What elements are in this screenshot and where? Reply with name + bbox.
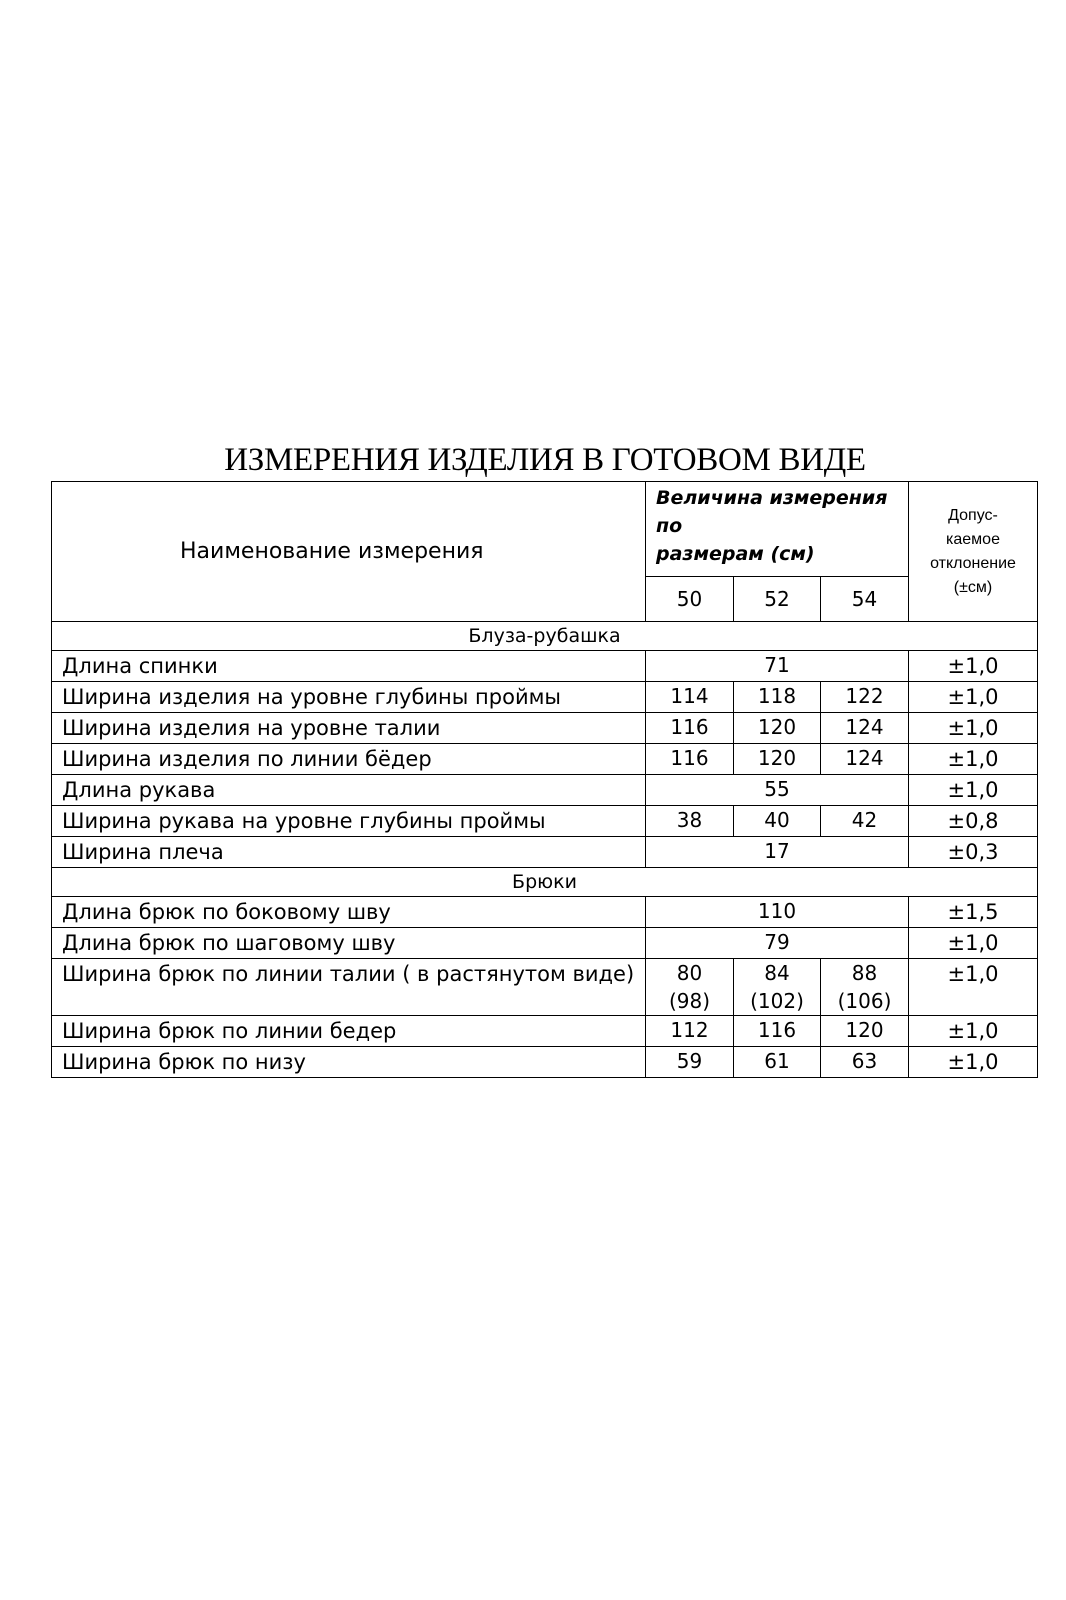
header-row (52, 482, 1038, 577)
measurement-value (646, 713, 734, 744)
tolerance-value: ±1,0 (909, 1016, 1038, 1047)
measurement-value (646, 959, 734, 1016)
tolerance-column-header (909, 482, 1038, 622)
measurement-value (821, 713, 909, 744)
measurements-table (51, 481, 1038, 1078)
measurement-name: Ширина плеча (52, 837, 646, 868)
measurement-value (646, 1016, 734, 1047)
measurement-value-main: 38 (676, 808, 703, 832)
measurement-value-main: 88 (851, 961, 878, 985)
measurement-name: Ширина рукава на уровне глубины проймы (52, 806, 646, 837)
measurement-value-main: 120 (757, 715, 797, 739)
measurement-name: Ширина изделия на уровне глубины проймы (52, 682, 646, 713)
tolerance-value: ±1,0 (909, 1047, 1038, 1078)
table-row (52, 713, 1038, 744)
measurement-value (734, 1016, 821, 1047)
page-title: ИЗМЕРЕНИЯ ИЗДЕЛИЯ В ГОТОВОМ ВИДЕ (224, 442, 866, 478)
sizes-header-line-2: размерам (см) (656, 543, 815, 565)
tolerance-value: ±0,8 (909, 806, 1038, 837)
section-title: Брюки (52, 868, 1038, 897)
name-column-header: Наименование измерения (52, 482, 646, 622)
measurement-value (821, 1047, 909, 1078)
measurement-value-main: 118 (757, 684, 797, 708)
table-row (52, 928, 1038, 959)
measurement-value-main: 40 (764, 808, 790, 832)
measurement-value (734, 959, 821, 1016)
sizes-column-header (646, 482, 909, 577)
table-row (52, 1016, 1038, 1047)
measurement-value-main: 124 (845, 746, 884, 770)
tolerance-header-line-3: отклонение (930, 554, 1016, 572)
tolerance-value: ±1,0 (909, 959, 1038, 1016)
tolerance-value: ±1,0 (909, 713, 1038, 744)
size-54: 54 (821, 577, 909, 622)
table-row (52, 651, 1038, 682)
size-52: 52 (734, 577, 821, 622)
measurement-value-main: 59 (676, 1049, 703, 1073)
measurement-value (821, 806, 909, 837)
tolerance-value: ±0,3 (909, 837, 1038, 868)
tolerance-header-line-2: каемое (946, 530, 1000, 548)
measurement-value (821, 959, 909, 1016)
measurement-value (734, 744, 821, 775)
measurement-value-all-sizes: 71 (646, 651, 909, 682)
measurement-name: Длина спинки (52, 651, 646, 682)
tolerance-value: ±1,0 (909, 928, 1038, 959)
table-row (52, 959, 1038, 1016)
tolerance-header-line-1: Допус- (948, 506, 998, 524)
table-row (52, 775, 1038, 806)
table-row (52, 837, 1038, 868)
measurement-value-main: 122 (845, 684, 884, 708)
tolerance-value: ±1,0 (909, 651, 1038, 682)
table-row (52, 682, 1038, 713)
measurement-value-main: 116 (757, 1018, 797, 1042)
measurement-value (821, 744, 909, 775)
tolerance-value: ±1,0 (909, 744, 1038, 775)
measurement-value-main: 42 (851, 808, 878, 832)
measurement-value-main: 112 (670, 1018, 709, 1042)
measurement-name: Ширина изделия на уровне талии (52, 713, 646, 744)
measurement-value-main: 61 (764, 1049, 790, 1073)
tolerance-value: ±1,5 (909, 897, 1038, 928)
measurement-value-main: 84 (764, 961, 790, 985)
measurement-value-main: 116 (670, 715, 709, 739)
measurement-name: Длина рукава (52, 775, 646, 806)
measurement-value-all-sizes: 55 (646, 775, 909, 806)
table-row (52, 897, 1038, 928)
measurement-name: Длина брюк по шаговому шву (52, 928, 646, 959)
measurement-value-main: 80 (676, 961, 703, 985)
section-row (52, 868, 1038, 897)
measurement-value-main: 120 (757, 746, 797, 770)
table-row (52, 1047, 1038, 1078)
measurement-value (734, 806, 821, 837)
section-title: Блуза-рубашка (52, 622, 1038, 651)
table-row (52, 806, 1038, 837)
measurement-value-main: 63 (851, 1049, 878, 1073)
measurement-value (646, 744, 734, 775)
tolerance-header-line-4: (±см) (953, 578, 993, 596)
measurement-name: Ширина брюк по линии бедер (52, 1016, 646, 1047)
measurement-value (821, 682, 909, 713)
measurement-value (734, 682, 821, 713)
sizes-header-line-1: Величина измерения по (656, 487, 888, 537)
tolerance-value: ±1,0 (909, 682, 1038, 713)
measurement-value (821, 1016, 909, 1047)
measurement-value-main: 114 (670, 684, 709, 708)
measurement-name: Ширина брюк по линии талии ( в растянутом виде) (52, 959, 646, 1016)
measurement-name: Ширина брюк по низу (52, 1047, 646, 1078)
tolerance-value: ±1,0 (909, 775, 1038, 806)
measurement-value-all-sizes: 17 (646, 837, 909, 868)
measurement-value-main: 116 (670, 746, 709, 770)
table-row (52, 744, 1038, 775)
measurement-value-stretched: (98) (668, 989, 711, 1013)
measurement-value-main: 124 (845, 715, 884, 739)
measurement-value-stretched: (102) (750, 989, 804, 1013)
measurement-value-stretched: (106) (837, 989, 892, 1013)
measurement-value (646, 806, 734, 837)
size-50: 50 (646, 577, 734, 622)
measurement-value-all-sizes: 110 (646, 897, 909, 928)
section-row (52, 622, 1038, 651)
measurement-value (646, 1047, 734, 1078)
measurement-value-main: 120 (845, 1018, 884, 1042)
measurement-value (734, 713, 821, 744)
measurement-name: Длина брюк по боковому шву (52, 897, 646, 928)
measurement-name: Ширина изделия по линии бёдер (52, 744, 646, 775)
measurement-value (734, 1047, 821, 1078)
measurement-value-all-sizes: 79 (646, 928, 909, 959)
measurement-value (646, 682, 734, 713)
